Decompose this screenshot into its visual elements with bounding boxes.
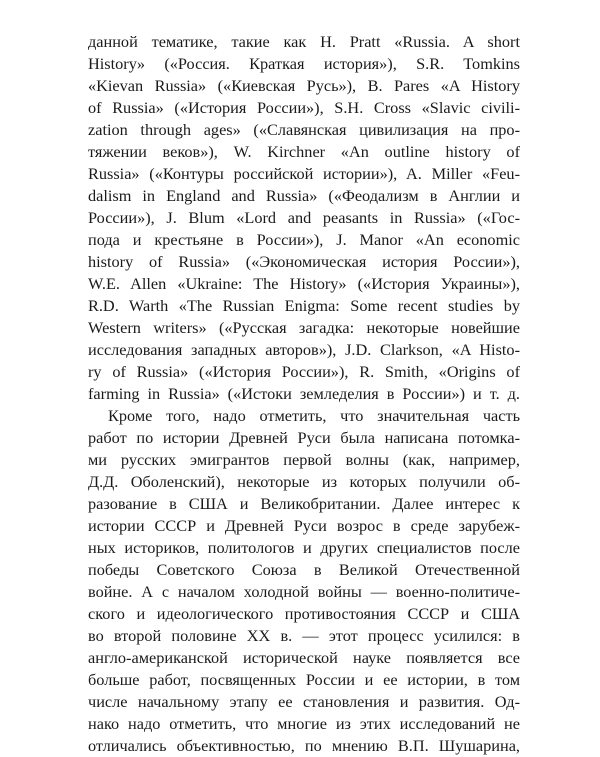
- text-line: во второй половине XX в. — этот процесс усилился: в: [88, 626, 520, 645]
- document-page: [88, 0, 520, 755]
- text-line: нако надо отметить, что многие из этих исследований не: [88, 714, 520, 733]
- text-line: ных историков, политологов и других специалистов после: [88, 538, 520, 557]
- text-line: войне. А с началом холодной войны — военно-политиче-: [88, 582, 520, 601]
- text-line: тяжении веков»), W. Kirchner «An outline history of: [88, 142, 520, 161]
- text-line: победы Советского Союза в Великой Отечественной: [88, 560, 520, 579]
- text-line: больше работ, посвященных России и ее истории, в том: [88, 670, 520, 689]
- paragraph-first-line: Кроме того, надо отметить, что значительная часть: [108, 406, 520, 425]
- text-line: отличались объективностью, по мнению В.П. Шушарина,: [88, 736, 520, 755]
- text-line: history of Russia» («Экономическая история России»),: [88, 252, 520, 271]
- text-line: работ по истории Древней Руси была написана потомка-: [88, 428, 520, 447]
- text-line: ского и идеологического противостояния СССР и США: [88, 604, 520, 623]
- text-line: of Russia» («История России»), S.H. Cross «Slavic civili-: [88, 98, 520, 117]
- text-line: исследования западных авторов»), J.D. Clarkson, «A Histo-: [88, 340, 520, 359]
- text-line: англо-американской исторической науке появляется все: [88, 648, 520, 667]
- text-line: «Kievan Russia» («Киевская Русь»), B. Pares «A History: [88, 76, 520, 95]
- text-line: числе начальному этапу ее становления и развития. Од-: [88, 692, 520, 711]
- text-line: данной тематике, такие как H. Pratt «Russia. A short: [88, 32, 520, 51]
- text-line: zation through ages» («Славянская цивилизация на про-: [88, 120, 520, 139]
- text-line: Russia» («Контуры российской истории»), A. Miller «Feu-: [88, 164, 520, 183]
- text-line: России»), J. Blum «Lord and peasants in Russia» («Гос-: [88, 208, 520, 227]
- text-line: Western writers» («Русская загадка: некоторые новейшие: [88, 318, 520, 337]
- text-line: разование в США и Великобритании. Далее интерес к: [88, 494, 520, 513]
- text-line: dalism in England and Russia» («Феодализм в Англии и: [88, 186, 520, 205]
- text-line: History» («Россия. Краткая история»), S.R. Tomkins: [88, 54, 520, 73]
- text-line: R.D. Warth «The Russian Enigma: Some recent studies by: [88, 296, 520, 315]
- text-line: farming in Russia» («Истоки земледелия в России») и т. д.: [88, 384, 520, 403]
- text-line: пода и крестьяне в России»), J. Manor «An economic: [88, 230, 520, 249]
- text-line: ми русских эмигрантов первой волны (как, например,: [88, 450, 520, 469]
- text-line: Д.Д. Оболенский), некоторые из которых получили об-: [88, 472, 520, 491]
- text-line: истории СССР и Древней Руси возрос в среде зарубеж-: [88, 516, 520, 535]
- text-line: ry of Russia» («История России»), R. Smith, «Origins of: [88, 362, 520, 381]
- text-line: W.E. Allen «Ukraine: The History» («История Украины»),: [88, 274, 520, 293]
